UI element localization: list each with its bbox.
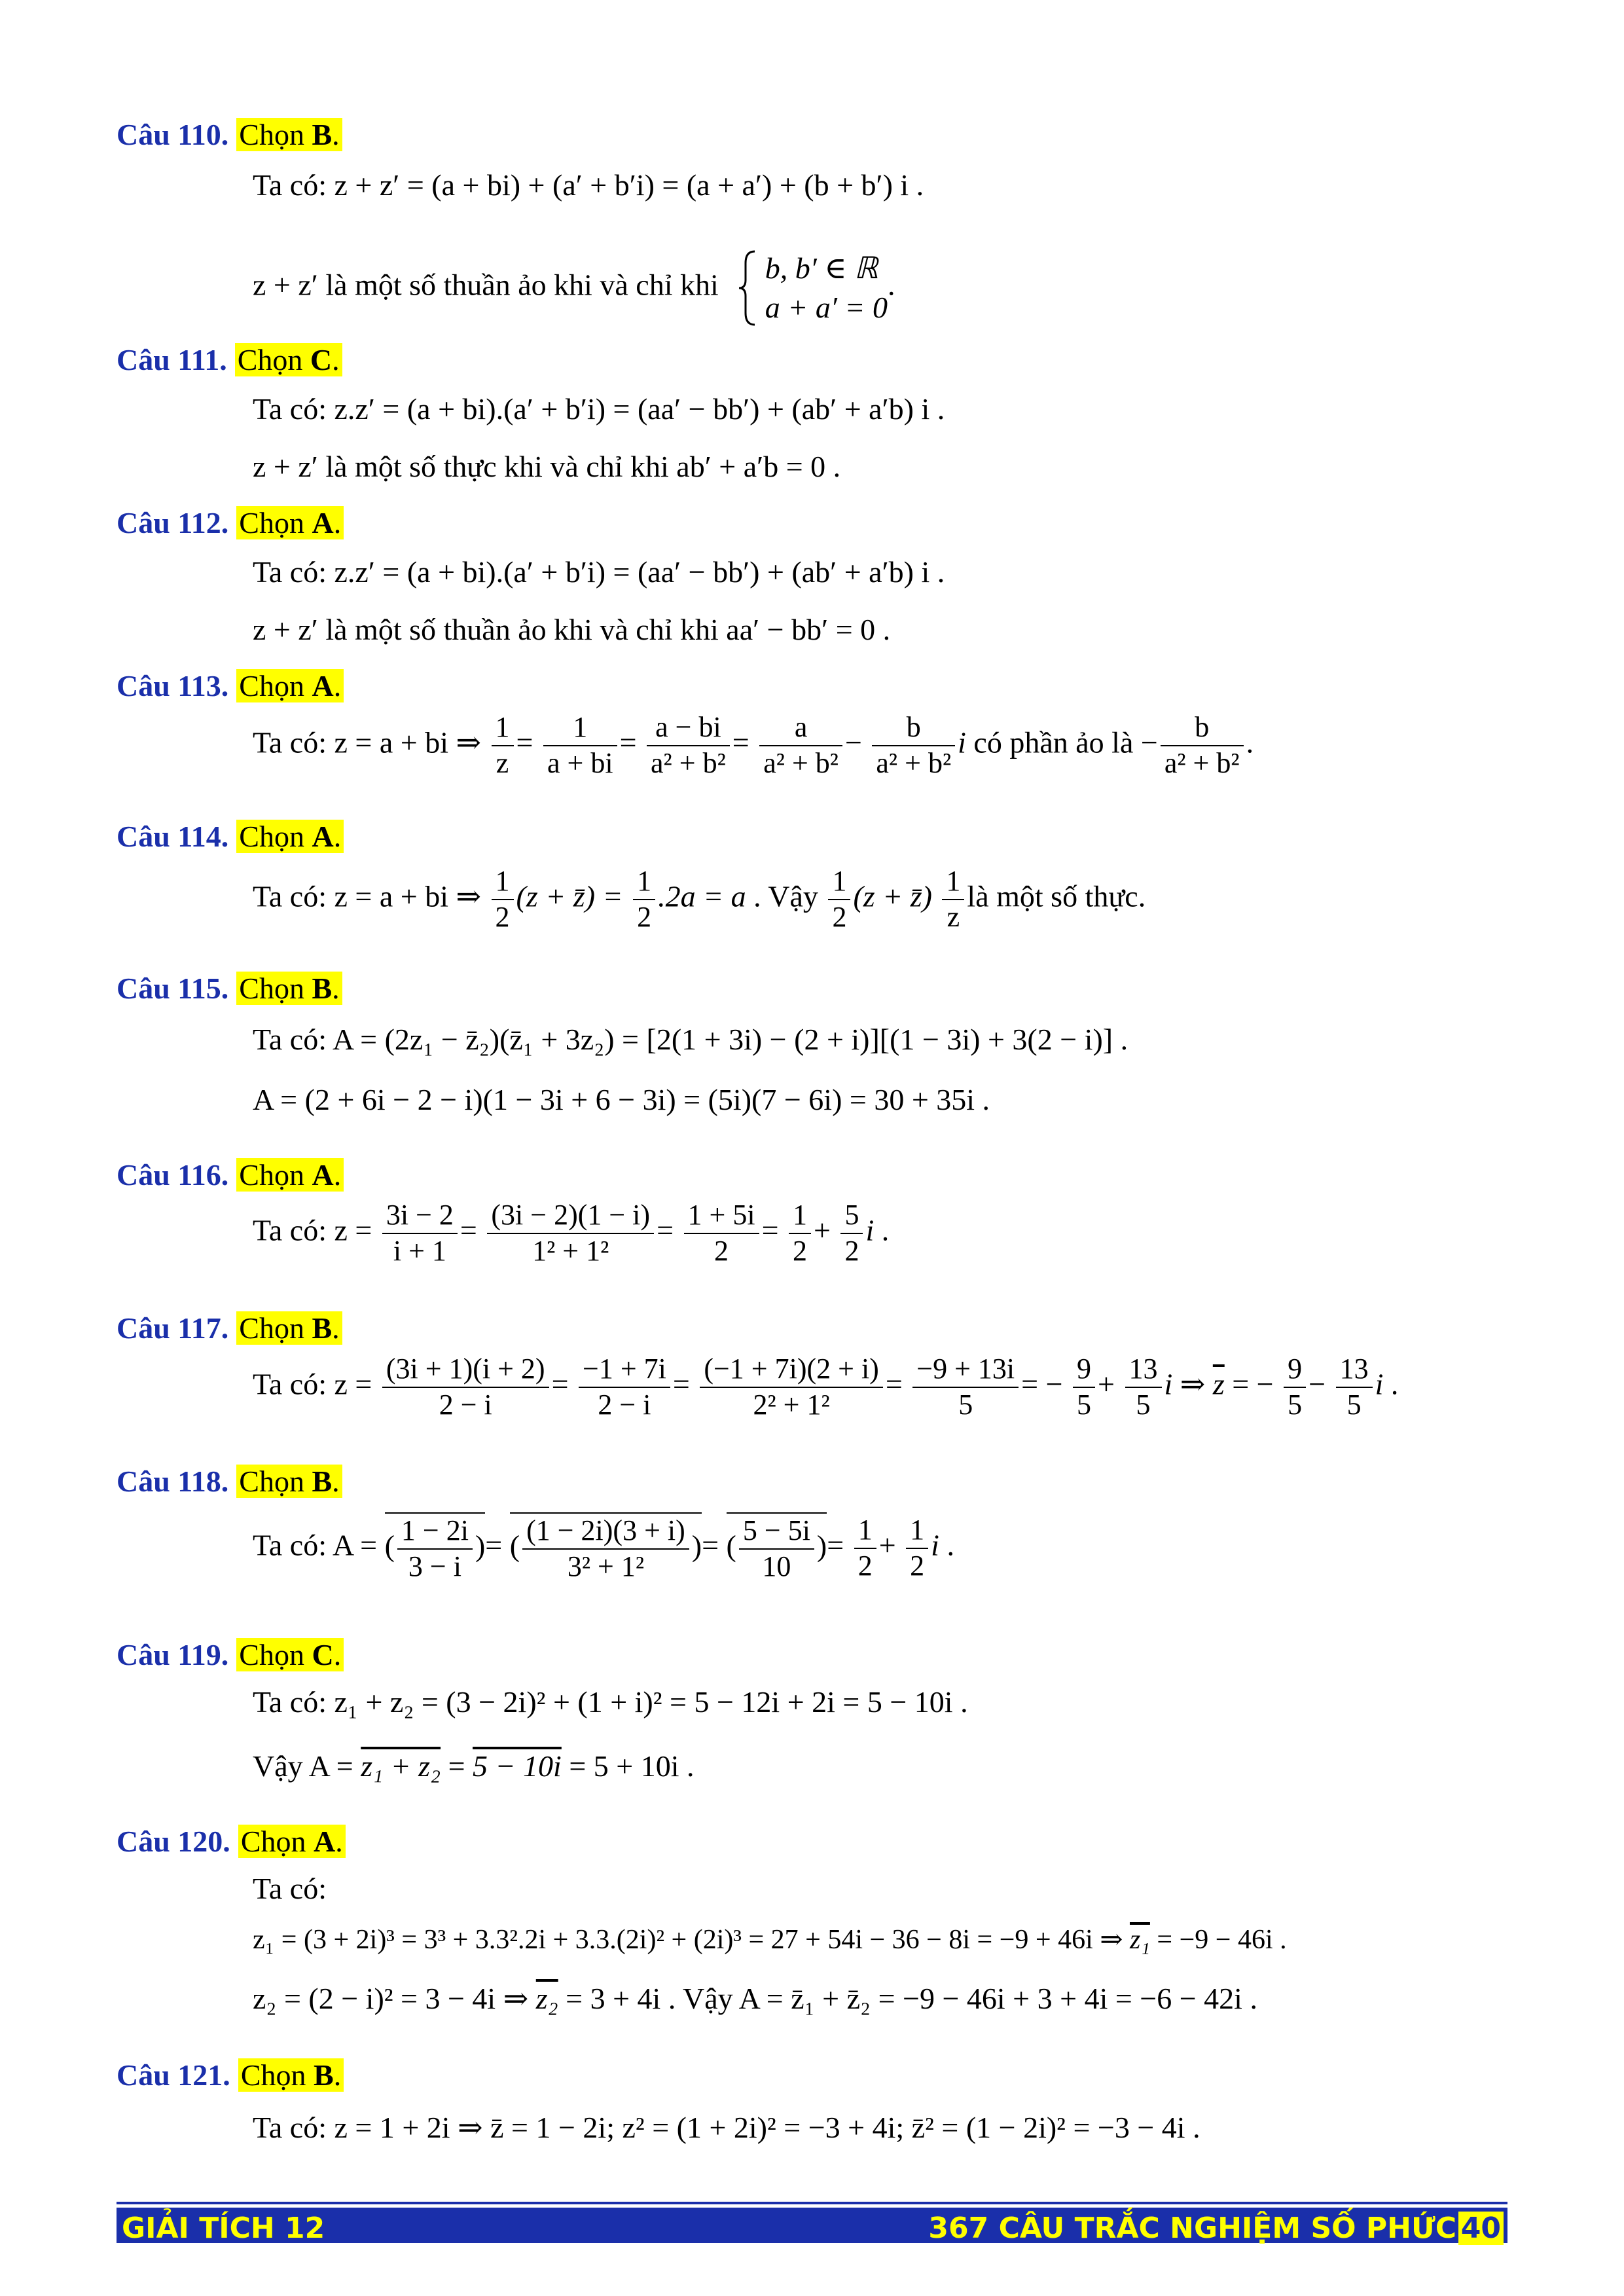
answer-highlight: Chọn B. bbox=[236, 118, 342, 151]
question-118-heading bbox=[117, 1467, 342, 1497]
question-121-heading bbox=[117, 2060, 344, 2090]
fraction: $\frac{3i - 2}{i + 1}$ bbox=[382, 1198, 458, 1269]
fraction: $\frac{b}{\text{a² + b²}}$ bbox=[1161, 710, 1244, 781]
question-115-heading bbox=[117, 974, 342, 1004]
q113-line-1: Ta có: z = a + bi ⇒ $\frac{1}{z}$ = $\frac{1}{a + bi}$ = $\frac{a - bi}{\text{a² + b²}}$ = $\frac{a}{\text{a² + b²}}$ − $\frac{b}{\text{a² + b²}}$ i có phần ảo là − $\frac{b}{\text{a² + b²}}$ . bbox=[253, 710, 1254, 781]
answer-highlight: Chọn A. bbox=[238, 1825, 346, 1858]
q111-line-2: z + z′ là một số thực khi và chỉ khi ab′ + a′b = 0 . bbox=[253, 450, 841, 483]
fraction: $\frac{1}{2}$ bbox=[492, 864, 514, 935]
brace-icon bbox=[738, 249, 757, 327]
fraction: $\frac{-9 + 13i}{5}$ bbox=[912, 1352, 1019, 1423]
q119-line-2: Vậy A = z₁ + z₂ = 5 − 10i = 5 + 10i . bbox=[253, 1749, 695, 1783]
question-112-heading bbox=[117, 508, 344, 538]
answer-highlight: Chọn B. bbox=[236, 1465, 342, 1498]
fraction: $\frac{a - bi}{\text{a² + b²}}$ bbox=[647, 710, 730, 781]
fraction: $\frac{1 - 2i}{3 - i}$ bbox=[397, 1514, 473, 1584]
answer-highlight: Chọn A. bbox=[236, 669, 344, 702]
footer-title: 367 CÂU TRẮC NGHIỆM SỐ PHỨC bbox=[928, 2212, 1456, 2245]
question-label: Câu 115. bbox=[117, 972, 229, 1005]
q120-line-3: z₂ = (2 − i)² = 3 − 4i ⇒ z₂ = 3 + 4i . Vậy A = z̄₁ + z̄₂ = −9 − 46i + 3 + 4i = −6 − 42i . bbox=[253, 1982, 1257, 2015]
footer-subject: GIẢI TÍCH 12 bbox=[122, 2212, 325, 2245]
footer-divider bbox=[117, 2202, 1507, 2204]
question-label: Câu 113. bbox=[117, 669, 229, 702]
q110-line-2: z + z′ là một số thuần ảo khi và chỉ khi b, b′ ∈ ℝ a + a′ = 0 . bbox=[253, 249, 895, 327]
q121-line-1: Ta có: z = 1 + 2i ⇒ z̄ = 1 − 2i; z² = (1 + 2i)² = −3 + 4i; z̄² = (1 − 2i)² = −3 − 4i . bbox=[253, 2111, 1200, 2144]
question-label: Câu 118. bbox=[117, 1465, 229, 1498]
answer-highlight: Chọn B. bbox=[236, 972, 342, 1005]
question-119-heading bbox=[117, 1640, 344, 1670]
fraction: $\frac{(1 - 2i)(3 + i)}{\text{3² + 1²}}$ bbox=[522, 1514, 689, 1584]
q110-line-1: Ta có: z + z′ = (a + bi) + (a′ + b′i) = (a + a′) + (b + b′) i . bbox=[253, 168, 924, 202]
page-footer bbox=[117, 2208, 1507, 2243]
answer-highlight: Chọn C. bbox=[236, 1638, 344, 1671]
fraction: $\frac{-1 + 7i}{2 - i}$ bbox=[579, 1352, 670, 1423]
question-113-heading bbox=[117, 671, 344, 701]
q111-line-1: Ta có: z.z′ = (a + bi).(a′ + b′i) = (aa′ − bb′) + (ab′ + a′b) i . bbox=[253, 392, 945, 426]
q115-line-1: Ta có: A = (2z₁ − z̄₂)(z̄₁ + 3z₂) = [2(1 + 3i) − (2 + i)][(1 − 3i) + 3(2 − i)] . bbox=[253, 1023, 1128, 1056]
fraction: $\frac{(3i - 2)(1 - i)}{\text{1² + 1²}}$ bbox=[487, 1198, 654, 1269]
q112-line-2: z + z′ là một số thuần ảo khi và chỉ khi aa′ − bb′ = 0 . bbox=[253, 613, 891, 646]
fraction: $\frac{1 + 5i}{2}$ bbox=[684, 1198, 759, 1269]
q120-line-1: Ta có: bbox=[253, 1872, 327, 1905]
fraction: $\frac{(3i + 1)(i + 2)}{2 - i}$ bbox=[382, 1352, 549, 1423]
question-label: Câu 111. bbox=[117, 343, 227, 376]
question-label: Câu 112. bbox=[117, 506, 229, 539]
q115-line-2: A = (2 + 6i − 2 − i)(1 − 3i + 6 − 3i) = (5i)(7 − 6i) = 30 + 35i . bbox=[253, 1083, 990, 1116]
q118-line-1: Ta có: A = ( $\frac{1 - 2i}{3 - i}$ )= ( $\frac{(1 - 2i)(3 + i)}{\text{3² + 1²}}$ )= ( $\frac{5 - 5i}{10}$ )= $\frac{1}{2}$ + $\frac{1}{2}$ i . bbox=[253, 1512, 954, 1584]
question-label: Câu 121. bbox=[117, 2058, 230, 2092]
answer-highlight: Chọn A. bbox=[236, 820, 344, 853]
question-label: Câu 116. bbox=[117, 1158, 229, 1192]
q120-line-2: z₁ = (3 + 2i)³ = 3³ + 3.3².2i + 3.3.(2i)² + (2i)³ = 27 + 54i − 36 − 8i = −9 + 46i ⇒ z₁ = −9 − 46i . bbox=[253, 1925, 1287, 1955]
question-label: Câu 120. bbox=[117, 1825, 230, 1858]
system-line-1: b, b′ ∈ ℝ bbox=[765, 251, 878, 285]
fraction: $\frac{1}{2}$ bbox=[633, 864, 655, 935]
fraction: $\frac{9}{5}$ bbox=[1073, 1352, 1095, 1423]
question-117-heading bbox=[117, 1313, 342, 1343]
question-116-heading bbox=[117, 1160, 344, 1190]
fraction: $\frac{1}{z}$ bbox=[942, 864, 964, 935]
answer-highlight: Chọn B. bbox=[236, 1311, 342, 1345]
q114-line-1: Ta có: z = a + bi ⇒ $\frac{1}{2}$ (z + z̄) = $\frac{1}{2}$ .2a = a . Vậy $\frac{1}{2}$ (z + z̄) $\frac{1}{z}$ là một số thực. bbox=[253, 864, 1146, 935]
fraction: $\frac{9}{5}$ bbox=[1284, 1352, 1306, 1423]
fraction: $\frac{a}{\text{a² + b²}}$ bbox=[759, 710, 842, 781]
q116-line-1: Ta có: z = $\frac{3i - 2}{i + 1}$ = $\frac{(3i - 2)(1 - i)}{\text{1² + 1²}}$ = $\frac{1 + 5i}{2}$ = $\frac{1}{2}$ + $\frac{5}{2}$ i . bbox=[253, 1198, 889, 1269]
system-brace: b, b′ ∈ ℝ a + a′ = 0 . bbox=[738, 249, 895, 327]
question-114-heading bbox=[117, 822, 344, 852]
fraction: $\frac{5}{2}$ bbox=[840, 1198, 863, 1269]
fraction: $\frac{b}{\text{a² + b²}}$ bbox=[872, 710, 955, 781]
fraction: $\frac{1}{z}$ bbox=[492, 710, 514, 781]
fraction: $\frac{1}{2}$ bbox=[828, 864, 850, 935]
question-label: Câu 119. bbox=[117, 1638, 229, 1671]
fraction: $\frac{1}{a + bi}$ bbox=[543, 710, 617, 781]
fraction: $\frac{13}{5}$ bbox=[1336, 1352, 1373, 1423]
question-label: Câu 110. bbox=[117, 118, 229, 151]
fraction: $\frac{1}{2}$ bbox=[906, 1513, 928, 1584]
page-number: 40 bbox=[1458, 2212, 1504, 2245]
fraction: $\frac{13}{5}$ bbox=[1125, 1352, 1162, 1423]
answer-highlight: Chọn A. bbox=[236, 506, 344, 539]
question-label: Câu 117. bbox=[117, 1311, 229, 1345]
q117-line-1: Ta có: z = $\frac{(3i + 1)(i + 2)}{2 - i}$ = $\frac{-1 + 7i}{2 - i}$ = $\frac{(-1 + 7i)(2 + i)}{\text{2² + 1²}}$ = $\frac{-9 + 13i}{5}$ = − $\frac{9}{5}$ + $\frac{13}{5}$ i ⇒ $\overline{z}$ = − $\frac{9}{5}$ − $\frac{13}{5}$ i . bbox=[253, 1352, 1398, 1423]
answer-highlight: Chọn A. bbox=[236, 1158, 344, 1192]
question-110-heading bbox=[117, 120, 342, 150]
fraction: $\frac{(-1 + 7i)(2 + i)}{\text{2² + 1²}}$ bbox=[700, 1352, 883, 1423]
question-120-heading bbox=[117, 1827, 346, 1857]
answer-highlight: Chọn C. bbox=[235, 343, 342, 376]
answer-highlight: Chọn B. bbox=[238, 2058, 344, 2092]
fraction: $\frac{5 - 5i}{10}$ bbox=[739, 1514, 814, 1584]
q112-line-1: Ta có: z.z′ = (a + bi).(a′ + b′i) = (aa′ − bb′) + (ab′ + a′b) i . bbox=[253, 555, 945, 589]
system-line-2: a + a′ = 0 bbox=[765, 291, 888, 324]
question-111-heading bbox=[117, 345, 342, 375]
fraction: $\frac{1}{2}$ bbox=[789, 1198, 811, 1269]
fraction: $\frac{1}{2}$ bbox=[854, 1513, 876, 1584]
question-label: Câu 114. bbox=[117, 820, 229, 853]
q119-line-1: Ta có: z₁ + z₂ = (3 − 2i)² + (1 + i)² = 5 − 12i + 2i = 5 − 10i . bbox=[253, 1685, 968, 1719]
